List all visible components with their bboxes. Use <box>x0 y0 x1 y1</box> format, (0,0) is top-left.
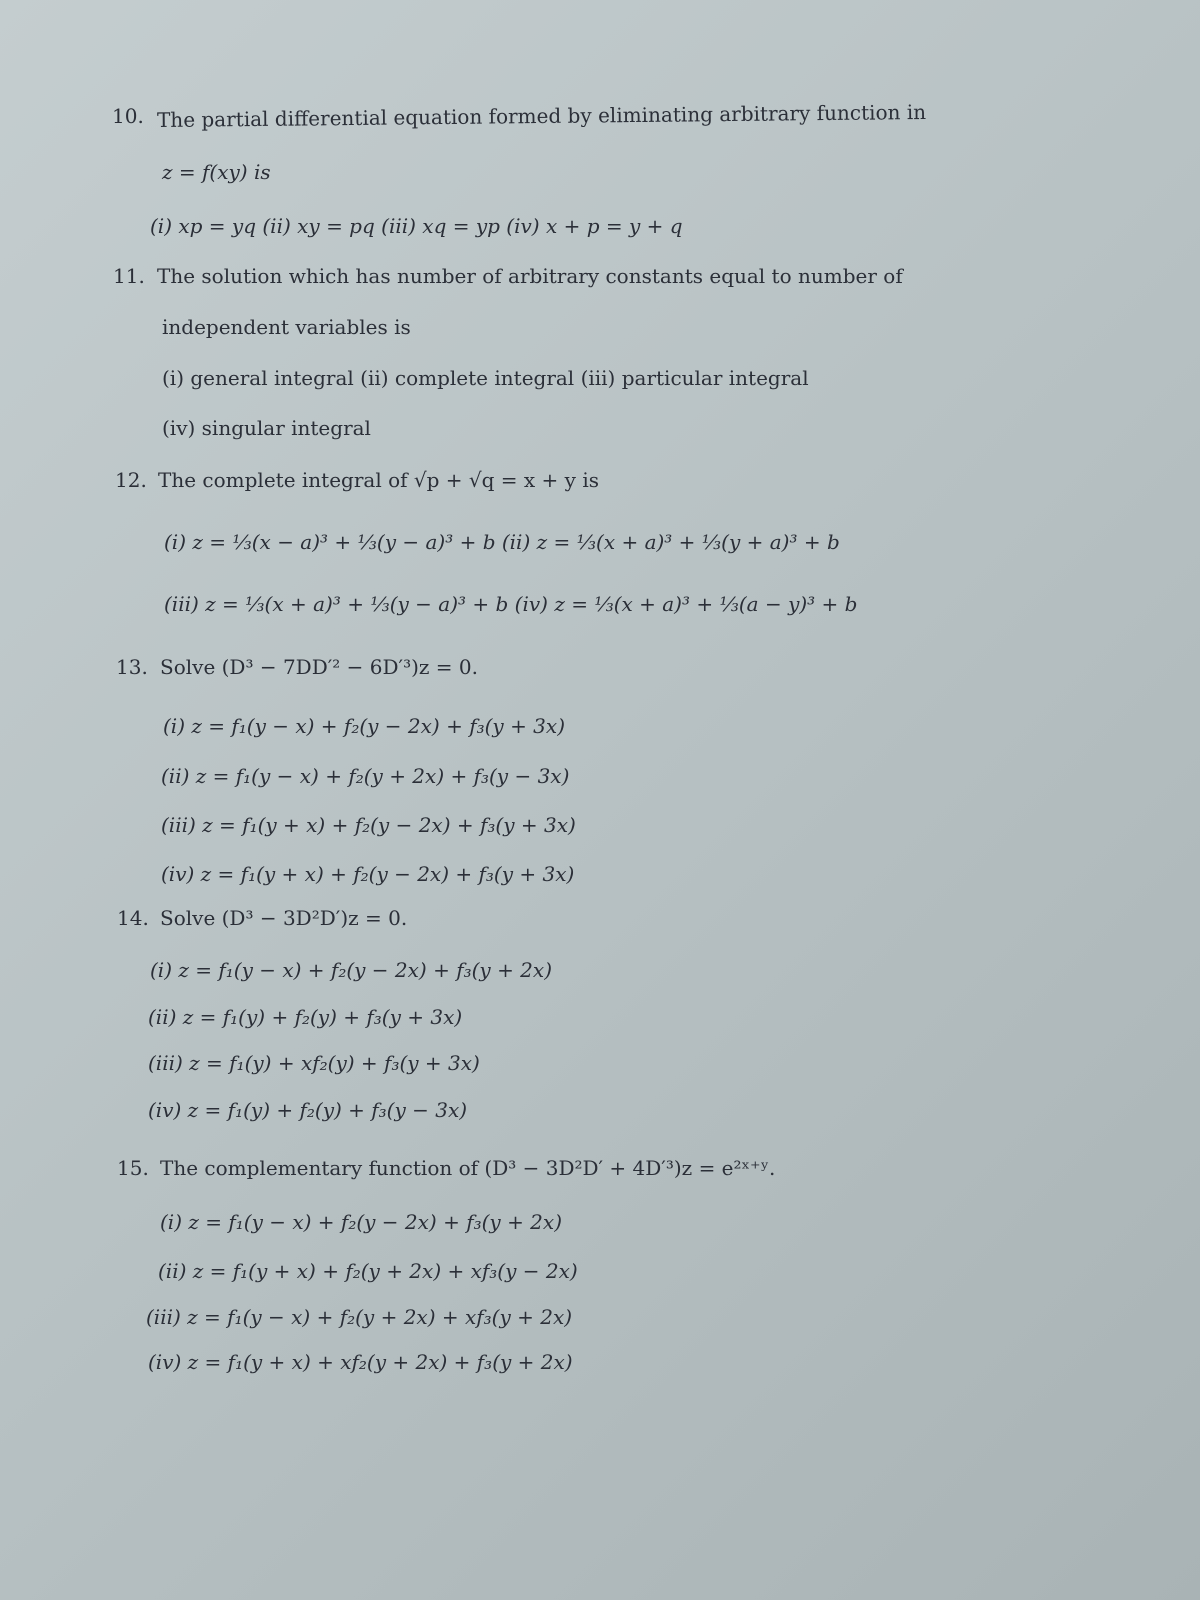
question-13-option-2: (ii) z = f₁(y − x) + f₂(y + 2x) + f₃(y − 3x) <box>161 764 570 788</box>
question-10-number: 10. <box>112 104 144 128</box>
question-14-number: 14. <box>117 906 149 930</box>
question-13-option-3: (iii) z = f₁(y + x) + f₂(y − 2x) + f₃(y + 3x) <box>161 813 576 837</box>
question-15-option-1: (i) z = f₁(y − x) + f₂(y − 2x) + f₃(y + 2x) <box>160 1210 562 1234</box>
question-10-options: (i) xp = yq (ii) xy = pq (iii) xq = yp (iv) x + p = y + q <box>150 214 683 238</box>
question-11-options-2: (iv) singular integral <box>162 416 371 440</box>
question-13-number: 13. <box>116 655 148 679</box>
question-14-option-1: (i) z = f₁(y − x) + f₂(y − 2x) + f₃(y + 2x) <box>150 958 552 982</box>
question-12-options-1: (i) z = ⅓(x − a)³ + ⅓(y − a)³ + b (ii) z = ⅓(x + a)³ + ⅓(y + a)³ + b <box>164 530 840 554</box>
question-13-text: Solve (D³ − 7DD′² − 6D′³)z = 0. <box>160 655 478 679</box>
question-13-option-4: (iv) z = f₁(y + x) + f₂(y − 2x) + f₃(y + 3x) <box>161 862 575 886</box>
question-10-equation: z = f(xy) is <box>162 160 271 184</box>
question-12-options-2: (iii) z = ⅓(x + a)³ + ⅓(y − a)³ + b (iv) z = ⅓(x + a)³ + ⅓(a − y)³ + b <box>164 592 858 616</box>
question-14-option-4: (iv) z = f₁(y) + f₂(y) + f₃(y − 3x) <box>148 1098 468 1122</box>
question-11-text: The solution which has number of arbitrary constants equal to number of <box>157 264 903 288</box>
question-14-text: Solve (D³ − 3D²D′)z = 0. <box>160 906 408 930</box>
question-15-option-2: (ii) z = f₁(y + x) + f₂(y + 2x) + xf₃(y − 2x) <box>158 1259 578 1283</box>
question-14-option-3: (iii) z = f₁(y) + xf₂(y) + f₃(y + 3x) <box>148 1051 480 1075</box>
question-15-option-4: (iv) z = f₁(y + x) + xf₂(y + 2x) + f₃(y + 2x) <box>148 1350 573 1374</box>
question-12-text: The complete integral of √p + √q = x + y is <box>158 468 599 492</box>
question-14-option-2: (ii) z = f₁(y) + f₂(y) + f₃(y + 3x) <box>148 1005 463 1029</box>
question-11-text-cont: independent variables is <box>162 315 411 339</box>
question-15-number: 15. <box>117 1156 149 1180</box>
question-10-text: The partial differential equation formed by eliminating arbitrary function in <box>156 99 927 133</box>
question-15-option-3: (iii) z = f₁(y − x) + f₂(y + 2x) + xf₃(y + 2x) <box>146 1305 573 1329</box>
question-15-text: The complementary function of (D³ − 3D²D′ + 4D′³)z = e²ˣ⁺ʸ. <box>160 1156 776 1180</box>
question-12-number: 12. <box>115 468 147 492</box>
question-11-options-1: (i) general integral (ii) complete integral (iii) particular integral <box>162 366 809 390</box>
question-13-option-1: (i) z = f₁(y − x) + f₂(y − 2x) + f₃(y + 3x) <box>163 714 565 738</box>
question-11-number: 11. <box>113 264 145 288</box>
